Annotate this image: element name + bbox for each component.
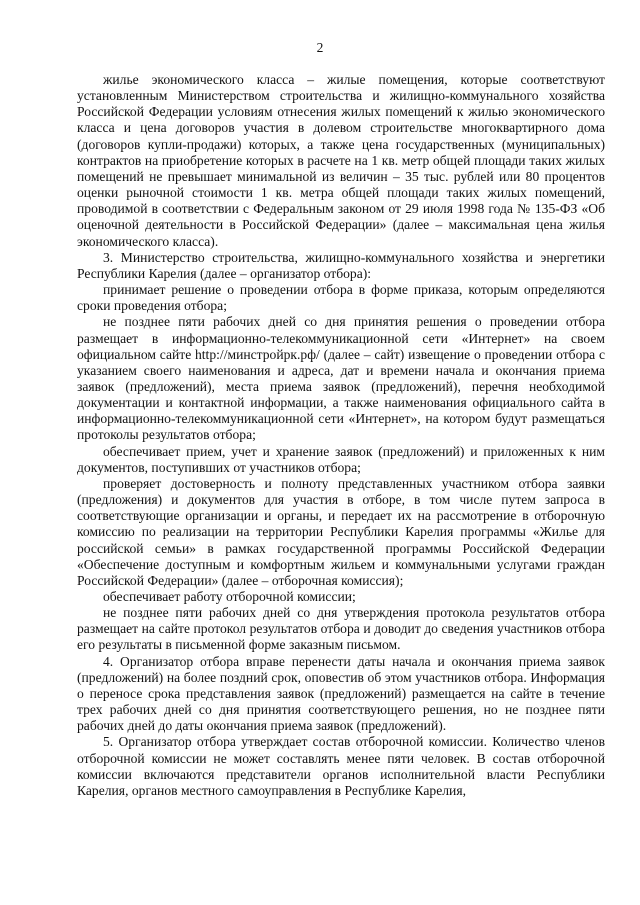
paragraph-commission-support: обеспечивает работу отборочной комиссии; bbox=[103, 589, 356, 604]
document-body bbox=[77, 72, 605, 799]
paragraph-section-5-commission: 5. Организатор отбора утверждает состав отборочной комиссии. Количество членов отборочной комиссии не может составлять менее пяти человек. В состав отборочной комиссии включаются представители органов исполнительной власти Республики Карелия, органов местного самоуправления в Республике Карелия, bbox=[77, 734, 605, 798]
paragraph-notice-publication: не позднее пяти рабочих дней со дня принятия решения о проведении отбора размещает в информационно-телекоммуникационной сети «Интернет» на своем официальном сайте http://минстройрк.рф/ (далее – сайт) извещение о проведении отбора с указанием своего наименования и адреса, дат и времени начала и окончания приема заявок (предложений), места приема заявок (предложений), перечня необходимой документации и контактной информации, а также наименования официального сайта в информационно-телекоммуникационной сети «Интернет», на котором будут размещаться протоколы результатов отбора; bbox=[77, 314, 605, 443]
paragraph-economy-class-definition: жилье экономического класса – жилые помещения, которые соответствуют установленным Министерством строительства и жилищно-коммунального хозяйства Российской Федерации условиям отнесения жилых помещений к жилью экономического класса и цена договоров участия в долевом строительстве многоквартирного дома (договоров купли-продажи) которых, а также цена государственных (муниципальных) контрактов на приобретение которых в расчете на 1 кв. метр общей площади таких жилых помещений не превышает минимальной из величин – 35 тыс. рублей или 80 процентов оценки рыночной стоимости 1 кв. метра общей площади таких жилых помещений, проводимой в соответствии с Федеральным законом от 29 июля 1998 года № 135-ФЗ «Об оценочной деятельности в Российской Федерации» (далее – максимальная цена жилья экономического класса). bbox=[77, 72, 605, 249]
paragraph-section-4-postponement: 4. Организатор отбора вправе перенести даты начала и окончания приема заявок (предложений) на более поздний срок, оповестив об этом участников отбора. Информация о переносе срока представления заявок (предложений) размещается на сайте в течение трех рабочих дней со дня принятия соответствующего решения, но не позднее пяти рабочих дней до даты окончания приема заявок (предложений). bbox=[77, 653, 605, 734]
paragraph-decision: принимает решение о проведении отбора в форме приказа, которым определяются сроки проведения отбора; bbox=[77, 282, 605, 314]
paragraph-application-intake: обеспечивает прием, учет и хранение заявок (предложений) и приложенных к ним документов, поступивших от участников отбора; bbox=[77, 443, 605, 475]
paragraph-verification: проверяет достоверность и полноту представленных участником отбора заявки (предложения) и документов для участия в отборе, в том числе путем запроса в соответствующие организации и органы, и передает их на рассмотрение в отборочную комиссию по реализации на территории Республики Карелия программы «Жилье для российской семьи» в рамках государственной программы Российской Федерации «Обеспечение доступным и комфортным жильем и коммунальными услугами граждан Российской Федерации» (далее – отборочная комиссия); bbox=[77, 475, 605, 588]
paragraph-section-3-organizer: 3. Министерство строительства, жилищно-коммунального хозяйства и энергетики Республики Карелия (далее – организатор отбора): bbox=[77, 249, 605, 281]
page-number: 2 bbox=[316, 40, 324, 55]
paragraph-results-publication: не позднее пяти рабочих дней со дня утверждения протокола результатов отбора размещает на сайте протокол результатов отбора и доводит до сведения участников отбора его результаты в письменной форме заказным письмом. bbox=[77, 605, 605, 653]
